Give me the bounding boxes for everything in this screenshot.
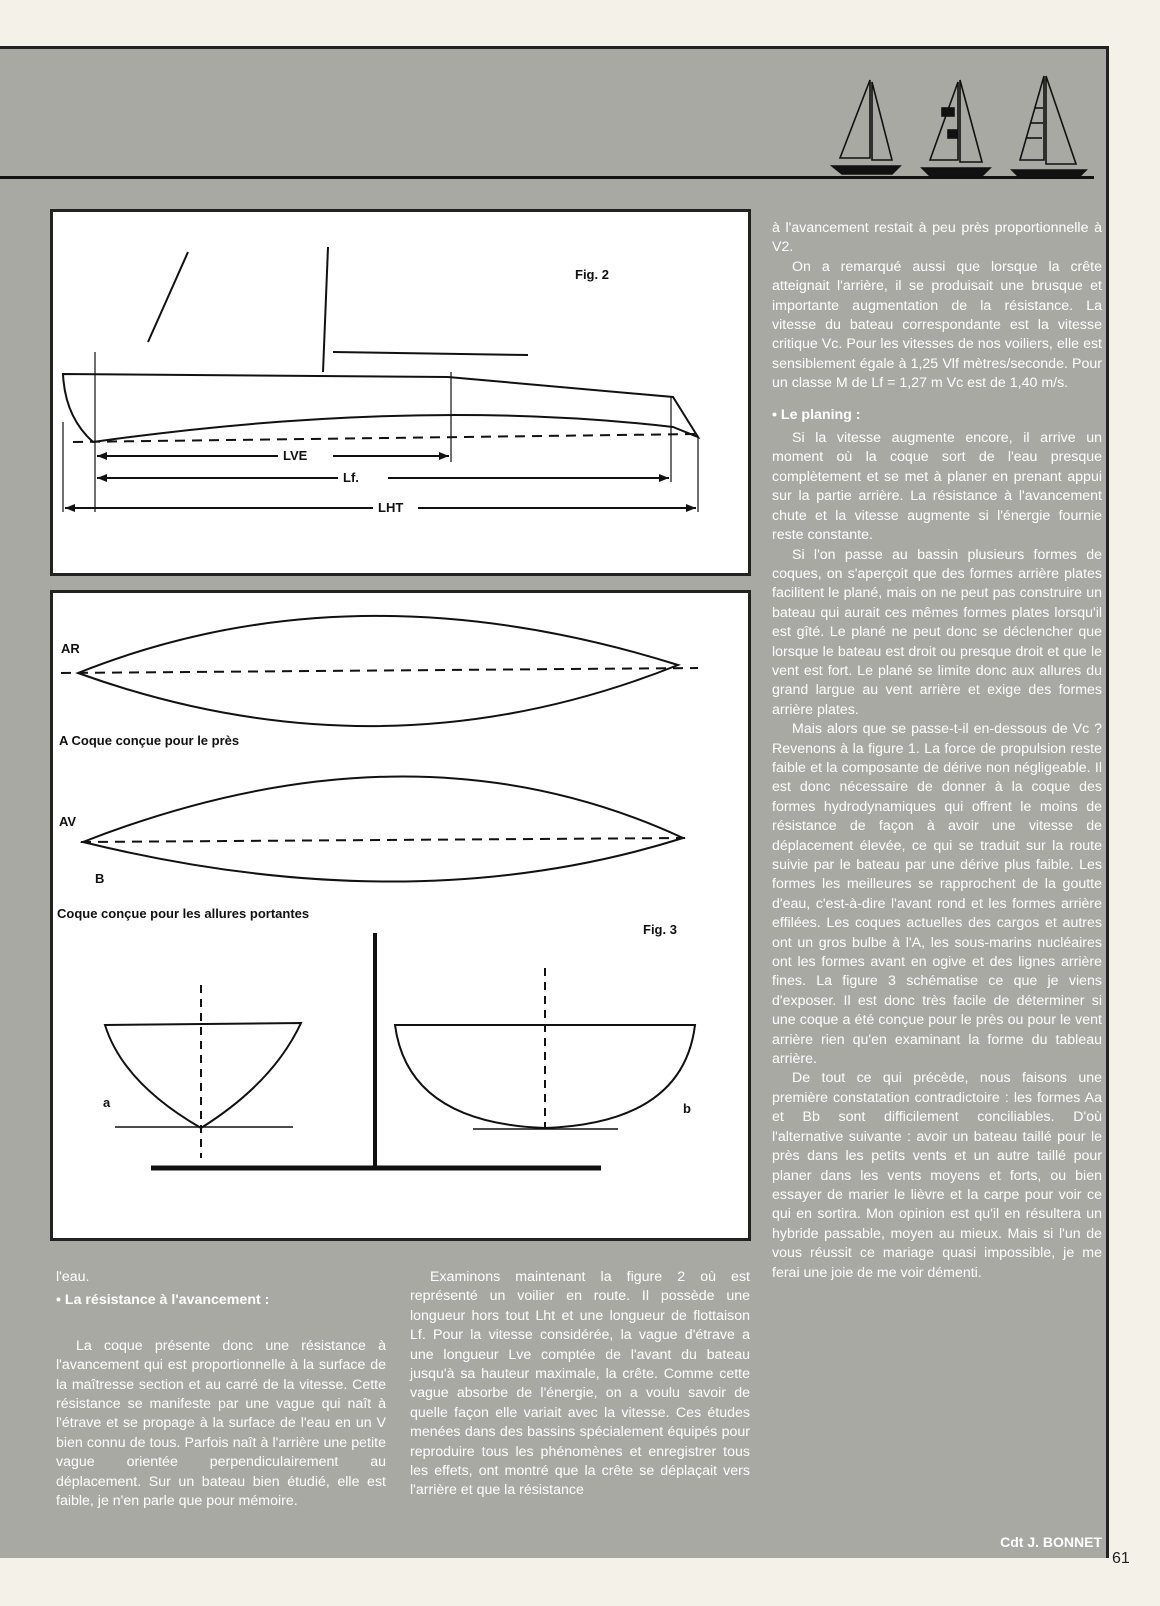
dimension-label-lht: LHT bbox=[378, 500, 404, 515]
figure-2 bbox=[50, 209, 751, 576]
top-rule bbox=[0, 46, 1108, 49]
author-signature: Cdt J. BONNET bbox=[1000, 1534, 1102, 1550]
right-text-column bbox=[772, 219, 1102, 1283]
figure-3-label: Fig. 3 bbox=[643, 922, 677, 937]
hull-side-view-diagram bbox=[53, 212, 748, 573]
hull-a-caption: A Coque conçue pour le près bbox=[59, 733, 240, 748]
dimension-label-lf: Lf. bbox=[343, 470, 359, 485]
page-number: 61 bbox=[1112, 1550, 1130, 1567]
paragraph: Examinons maintenant la figure 2 où est représenté un voilier en route. Il possède une longueur hors tout Lht et une longueur de flottaison Lf. Pour la vitesse considérée, la vague d'étrave a une longueur Lve comptée de l'avant du bateau jusqu'à sa hauteur maximale, la crête. Comme cette vague absorbe de l'énergie, on a voulu savoir de quelle façon elle variait avec la vitesse. Ces études menées dans des bassins spécialement équipés pour reproduire tous les phénomènes et enregistrer tous les effets, ont montré que la crête se déplaçait vers l'arrière et que la résistance bbox=[410, 1269, 750, 1499]
hull-b-end-label: AV bbox=[59, 814, 77, 829]
hull-b-caption: Coque conçue pour les allures portantes bbox=[57, 906, 310, 921]
hull-b-point-label: B bbox=[95, 871, 105, 886]
dimension-label-lve: LVE bbox=[283, 448, 308, 463]
paragraph: On a remarqué aussi que lorsque la crête atteignait l'arrière, il se produisait une brusque et importante augmentation de la résistance. La vitesse du bateau correspondante est la vitesse critique Vc. Pour les vitesses de nos voiliers, elle est sensiblement égale à 1,25 Vlf mètres/seconde. Pour un classe M de Lf = 1,27 m Vc est de 1,40 m/s. bbox=[772, 258, 1102, 392]
bottom-middle-text-column bbox=[410, 1268, 750, 1501]
paragraph: Si l'on passe au bassin plusieurs formes de coques, on s'aperçoit que des formes arrière plates facilitent le plané, mais on ne peut pas construire un bateau qui aurait ces mêmes formes plates lorsqu'il est gîté. Le plané ne peut donc se déclencher que lorsque le bateau est droit ou presque droit et que le vent est fort. Le plané se limite donc aux allures du grand largue au vent arrière et exige des formes arrière plates. bbox=[772, 546, 1102, 718]
paragraph: Mais alors que se passe-t-il en-dessous de Vc ? Revenons à la figure 1. La force de propulsion reste faible et la composante de dérive non négligeable. Il est donc nécessaire de donner à la coque des formes hydrodynamiques qui offrent le moins de résistance de façon à avoir une vitesse de déplacement élevée, ce qui se traduit sur la route suivie par le bateau par une dérive plus faible. Les formes les meilleures se rapprochent de la goutte d'eau, c'est-à-dire l'avant rond et les formes arrière effilées. Les coques actuelles des cargos et autres ont un gros bulbe à l'A, les sous-marins nucléaires ont les formes avant en ogive et des lignes arrière fines. La figure 3 schématise ce que je viens d'exposer. Il est donc très facile de déterminer si une coque a été conçue pour le près ou pour le vent arrière rien qu'en examinant la forme du tableau arrière. bbox=[772, 721, 1102, 1068]
figure-2-label: Fig. 2 bbox=[575, 267, 609, 282]
paragraph: Si la vitesse augmente encore, il arrive un moment où la coque sort de l'eau presque complètement et se met à planer en prenant appui sur la partie arrière. La résistance à l'avancement chute et la vitesse augmente si l'énergie fournie reste constante. bbox=[772, 430, 1102, 544]
paragraph: De tout ce qui précède, nous faisons une première constatation contradictoire : les formes Aa et Bb sont difficilement conciliables. D'où l'alternative suivante : avoir un bateau taillé pour le près dans les petits vents et un autre taillé pour planer dans les vents moyens et forts, ou bien essayer de marier le lièvre et la carpe pour voir ce qui en sortira. Mon opinion est qu'il en résultera un hybride passable, moyen au mieux. Mais si l'un de vous réussit ce mariage quasi impossible, je me ferai une joie de me voir démenti. bbox=[772, 1070, 1102, 1281]
hull-a-end-label: AR bbox=[61, 641, 80, 656]
section-b-label: b bbox=[683, 1101, 691, 1116]
figure-3 bbox=[50, 590, 751, 1241]
paragraph: La coque présente donc une résistance à l'avancement qui est proportionnelle à la surface de la maîtresse section et au carré de la vitesse. Cette résistance se manifeste par une vague qui naît à l'étrave et se propage à la surface de l'eau en un V bien connu de tous. Parfois naît à l'arrière une petite vague orientée perpendiculairement au déplacement. Sur un bateau bien étudié, elle est faible, je n'en parle que pour mémoire. bbox=[56, 1337, 386, 1510]
paragraph: à l'avancement restait à peu près proportionnelle à V2. bbox=[772, 220, 1102, 256]
right-rule bbox=[1106, 46, 1109, 1558]
sailboats-illustration bbox=[830, 68, 1096, 178]
bottom-left-text-column bbox=[56, 1268, 386, 1511]
section-a-label: a bbox=[103, 1095, 111, 1110]
section-heading-resistance: • La résistance à l'avancement : bbox=[56, 1292, 270, 1309]
section-heading-planing: • Le planing : bbox=[772, 406, 861, 423]
paragraph: l'eau. bbox=[56, 1269, 90, 1285]
